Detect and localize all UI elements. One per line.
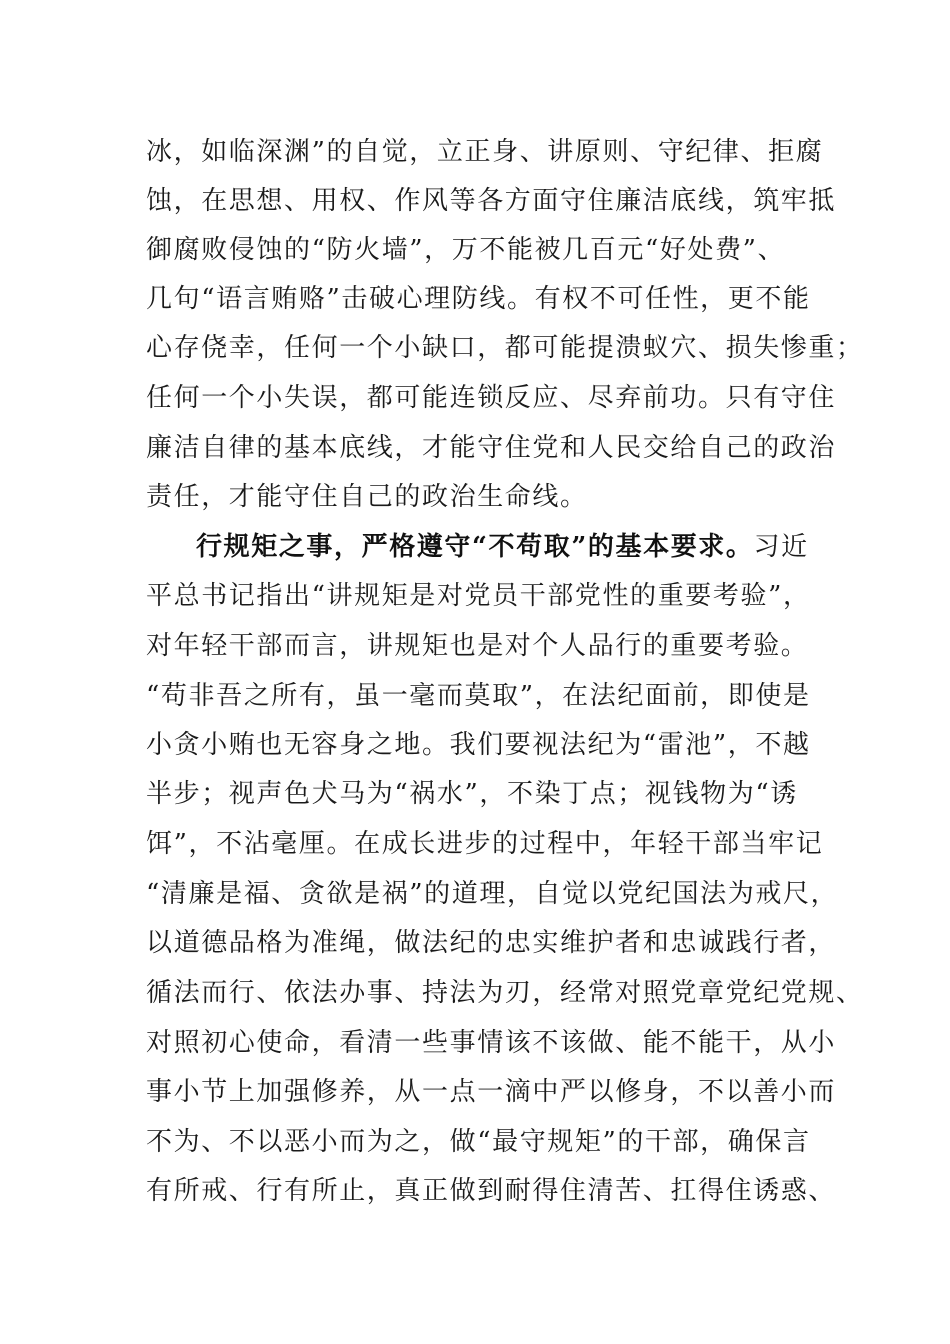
- text-line: 责任，才能守住自己的政治生命线。: [146, 482, 588, 512]
- text-line: 饵”，不沾毫厘。在成长进步的过程中，年轻干部当牢记: [146, 829, 824, 859]
- text-line: 蚀，在思想、用权、作风等各方面守住廉洁底线，筑牢抵: [146, 186, 837, 216]
- text-line: 有所戒、行有所止，真正做到耐得住清苦、扛得住诱惑、: [146, 1176, 837, 1206]
- text-line: 以道德品格为准绳，做法纪的忠实维护者和忠诚践行者，: [146, 928, 837, 958]
- paragraph-heading-line: [196, 527, 856, 567]
- text-line: 几句“语言贿赂”击破心理防线。有权不可任性，更不能: [146, 284, 811, 314]
- text-line: 循法而行、依法办事、持法为刃，经常对照党章党纪党规、: [146, 978, 864, 1008]
- text-line: 御腐败侵蚀的“防火墙”，万不能被几百元“好处费”、: [146, 235, 786, 265]
- text-line: 平总书记指出“讲规矩是对党员干部党性的重要考验”，: [146, 581, 811, 611]
- text-line: 对照初心使命，看清一些事情该不该做、能不能干，从小: [146, 1028, 837, 1058]
- heading-continuation: 习近: [753, 532, 809, 562]
- text-line: 不为、不以恶小而为之，做“最守规矩”的干部，确保言: [146, 1127, 811, 1157]
- text-line: 冰，如临深渊”的自觉，立正身、讲原则、守纪律、拒腐: [146, 137, 824, 167]
- paragraph-heading: 行规矩之事，严格遵守“不苟取”的基本要求。: [196, 532, 754, 562]
- text-line: 廉洁自律的基本底线，才能守住党和人民交给自己的政治: [146, 433, 837, 463]
- text-line: “清廉是福、贪欲是祸”的道理，自觉以党纪国法为戒尺，: [146, 879, 839, 909]
- text-line: 小贪小贿也无容身之地。我们要视法纪为“雷池”，不越: [146, 730, 811, 760]
- text-line: 对年轻干部而言，讲规矩也是对个人品行的重要考验。: [146, 631, 809, 661]
- text-line: 任何一个小失误，都可能连锁反应、尽弃前功。只有守住: [146, 383, 837, 413]
- text-line: 心存侥幸，任何一个小缺口，都可能提溃蚁穴、损失惨重；: [146, 333, 864, 363]
- text-line: 半步；视声色犬马为“祸水”，不染丁点；视钱物为“诱: [146, 779, 798, 809]
- text-line: 事小节上加强修养，从一点一滴中严以修身，不以善小而: [146, 1077, 837, 1107]
- text-line: “苟非吾之所有，虽一毫而莫取”，在法纪面前，即使是: [146, 681, 811, 711]
